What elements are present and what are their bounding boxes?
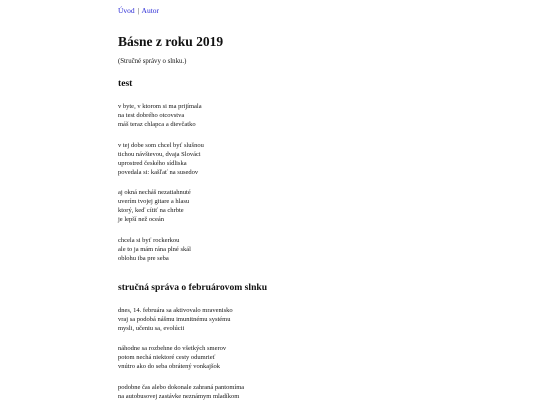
poem-line: vnútro ako do seba obrátený vonkajšok — [118, 363, 220, 371]
nav-bar — [118, 6, 418, 16]
poem-line: náhodne sa rozbehne do všetkých smerov — [118, 345, 227, 353]
stanza — [118, 344, 418, 371]
nav-separator: | — [137, 6, 140, 15]
stanza — [118, 141, 418, 177]
poem-line: dnes, 14. februára sa aktivovalo mravenisko — [118, 306, 233, 314]
poem-line: na test dobrého otcovstva — [118, 112, 185, 119]
poem-line: uverím tvojej gitare a hlasu — [118, 198, 190, 206]
poem-title: stručná správa o februárovom slnku — [118, 281, 268, 293]
stanza — [118, 188, 418, 224]
page-title: Básne z roku 2019 — [118, 34, 224, 49]
main-content — [118, 6, 418, 413]
poem-body — [118, 306, 418, 401]
stanza — [118, 102, 418, 129]
stanza — [118, 306, 418, 333]
nav-link-author[interactable]: Autor — [141, 6, 160, 15]
poem-february-sun — [118, 282, 418, 401]
poem-line: chcela si byť rockerkou — [118, 236, 180, 244]
poem-line: potom nechá niektoré cesty odumrieť — [118, 354, 216, 362]
page-subtitle: (Stručné správy o slnku.) — [118, 58, 187, 65]
poem-title: test — [118, 78, 133, 89]
poem-test — [118, 78, 418, 263]
poem-line: uprostred českého sídliska — [118, 159, 187, 167]
poem-line: tichou návštevou, dvaja Slováci — [118, 150, 201, 158]
poem-line: je lepší než oceán — [118, 216, 165, 224]
poem-body — [118, 102, 418, 263]
poem-line: vraj sa podobá nášmu imunitnému systému — [118, 315, 231, 323]
poem-line: ktorý, keď cítiť na chrbte — [118, 207, 184, 215]
poem-line: povedala si: kašľať na susedov — [118, 168, 199, 176]
stanza — [118, 383, 418, 401]
poem-line: aj okná necháš nezatiahnuté — [118, 189, 191, 197]
poem-line: v byte, v ktorom si ma prijímala — [118, 103, 202, 110]
poem-line: na autobusovej zastávke neznámym mladíkom — [118, 392, 240, 400]
nav-link-intro[interactable]: Úvod — [118, 6, 135, 15]
stanza — [118, 236, 418, 263]
poem-line: v tej dobe som chcel byť slušnou — [118, 141, 204, 149]
poem-line: podobne čas alebo dokonale zahraná pantomíma — [118, 383, 245, 391]
poem-line: oblohu iba pre seba — [118, 254, 169, 262]
poem-line: ale to ja mám rána plné skál — [118, 245, 191, 253]
poem-line: mysli, učeniu sa, evolúcii — [118, 324, 185, 332]
poem-line: máš teraz chlapca a dievčatko — [118, 121, 196, 128]
